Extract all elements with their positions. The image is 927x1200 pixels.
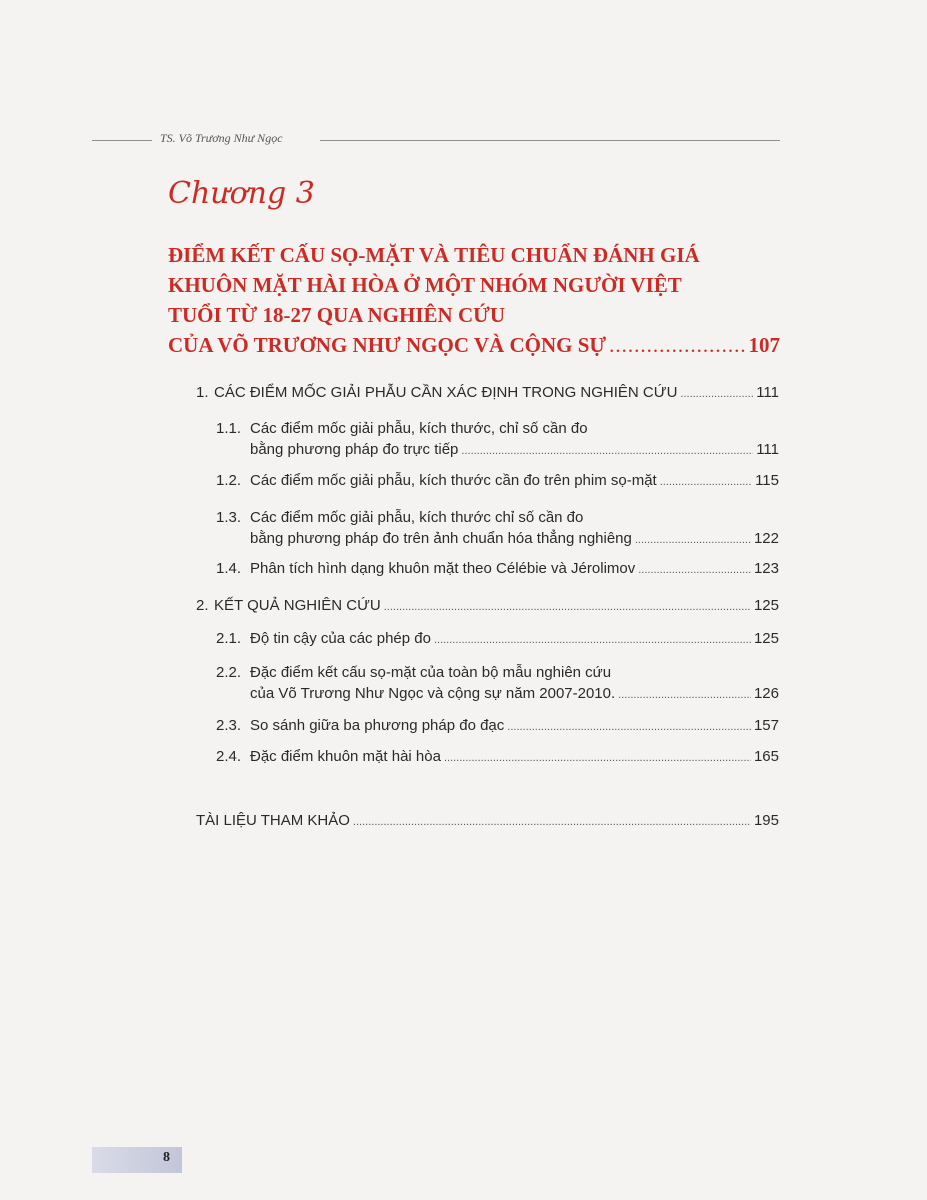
toc-entry-title: Đặc điểm khuôn mặt hài hòa	[250, 748, 441, 765]
dot-leader	[680, 388, 753, 400]
chapter-page-number: 107	[748, 333, 780, 357]
chapter-label: Chương 3	[168, 176, 315, 211]
chapter-title-line: KHUÔN MẶT HÀI HÒA Ở MỘT NHÓM NGƯỜI VIỆT	[168, 273, 682, 297]
toc-entry-title: So sánh giữa ba phương pháp đo đạc	[250, 717, 505, 734]
toc-entry-number: 1.1.	[216, 420, 242, 437]
toc-entry-number: 2.3.	[216, 717, 242, 734]
running-header-author: TS. Võ Trương Như Ngọc	[160, 131, 283, 145]
toc-entry-title-cont: của Võ Trương Như Ngọc và cộng sự năm 2007-2010.	[250, 685, 616, 702]
toc-entry-title: Các điểm mốc giải phẫu, kích thước cần đo trên phim sọ-mặt	[250, 472, 657, 489]
dot-leader	[635, 530, 751, 551]
chapter-title	[168, 240, 780, 360]
toc-page-number: 111	[756, 441, 779, 458]
toc-page-number: 122	[753, 530, 779, 547]
toc-entry-references[interactable]	[196, 812, 779, 829]
toc-entry-title: Phân tích hình dạng khuôn mặt theo Célébie và Jérolimov	[250, 560, 636, 577]
toc-entry-2[interactable]	[196, 597, 779, 614]
toc-entry-title-cont: bằng phương pháp đo trên ảnh chuẩn hóa thẳng nghiêng	[250, 530, 632, 547]
toc-entry-title: KẾT QUẢ NGHIÊN CỨU	[214, 597, 381, 614]
toc-entry-title: Đặc điểm kết cấu sọ-mặt của toàn bộ mẫu nghiên cứu	[250, 664, 612, 681]
toc-entry-2-3[interactable]	[216, 717, 779, 734]
toc-entry-title: Độ tin cậy của các phép đo	[250, 630, 431, 647]
toc-page-number: 125	[753, 630, 779, 647]
toc-entry-2-4[interactable]	[216, 748, 779, 765]
dot-leader	[353, 816, 751, 828]
toc-page-number: 111	[756, 384, 779, 401]
toc-entry-number: 1.4.	[216, 560, 242, 577]
toc-entry-title: TÀI LIỆU THAM KHẢO	[196, 812, 350, 829]
dot-leader	[461, 441, 753, 462]
toc-entry-1-4[interactable]	[216, 560, 779, 577]
chapter-title-line: TUỔI TỪ 18-27 QUA NGHIÊN CỨU	[168, 303, 505, 327]
dot-leader	[638, 564, 751, 576]
toc-entry-number: 2.1.	[216, 630, 242, 647]
toc-entry-title: CÁC ĐIỂM MỐC GIẢI PHẪU CẦN XÁC ĐỊNH TRONG NGHIÊN CỨU	[214, 384, 678, 401]
toc-page-number: 165	[753, 748, 779, 765]
toc-entry-number: 1.	[196, 384, 209, 401]
toc-entry-1[interactable]	[196, 384, 779, 401]
toc-entry-title-cont: bằng phương pháp đo trực tiếp	[250, 441, 459, 458]
toc-entry-title: Các điểm mốc giải phẫu, kích thước chỉ số cần đo	[250, 509, 584, 526]
toc-page-number: 115	[755, 472, 779, 489]
chapter-title-line: ĐIỂM KẾT CẤU SỌ-MẶT VÀ TIÊU CHUẨN ĐÁNH GIÁ	[168, 243, 700, 267]
toc-entry-1-3[interactable]	[216, 507, 779, 551]
toc-entry-2-2[interactable]	[216, 662, 779, 706]
toc-page-number: 126	[753, 685, 779, 702]
toc-entry-2-1[interactable]	[216, 630, 779, 647]
header-rule-left	[92, 140, 152, 141]
toc-page-number: 123	[753, 560, 779, 577]
chapter-title-last-line	[168, 330, 780, 360]
toc-entry-number: 2.2.	[216, 664, 242, 681]
toc-entry-number: 2.	[196, 597, 209, 614]
dot-leader	[618, 685, 751, 706]
dot-leader	[660, 476, 752, 488]
header-rule-right	[320, 140, 780, 141]
chapter-title-line: CỦA VÕ TRƯƠNG NHƯ NGỌC VÀ CỘNG SỰ	[168, 333, 607, 357]
dot-leader	[444, 752, 751, 764]
toc-entry-title: Các điểm mốc giải phẫu, kích thước, chỉ số cần đo	[250, 420, 588, 437]
toc-entry-1-2[interactable]	[216, 472, 779, 489]
toc-entry-1-1[interactable]	[216, 418, 779, 462]
dot-leader	[434, 634, 751, 646]
dot-leader	[609, 330, 745, 360]
toc-entry-number: 2.4.	[216, 748, 242, 765]
dot-leader	[507, 721, 751, 733]
toc-page-number: 125	[753, 597, 779, 614]
toc-entry-number: 1.3.	[216, 509, 242, 526]
toc-page-number: 195	[753, 812, 779, 829]
toc-entry-number: 1.2.	[216, 472, 242, 489]
dot-leader	[384, 601, 751, 613]
toc-page-number: 157	[753, 717, 779, 734]
page-number: 8	[163, 1150, 170, 1165]
